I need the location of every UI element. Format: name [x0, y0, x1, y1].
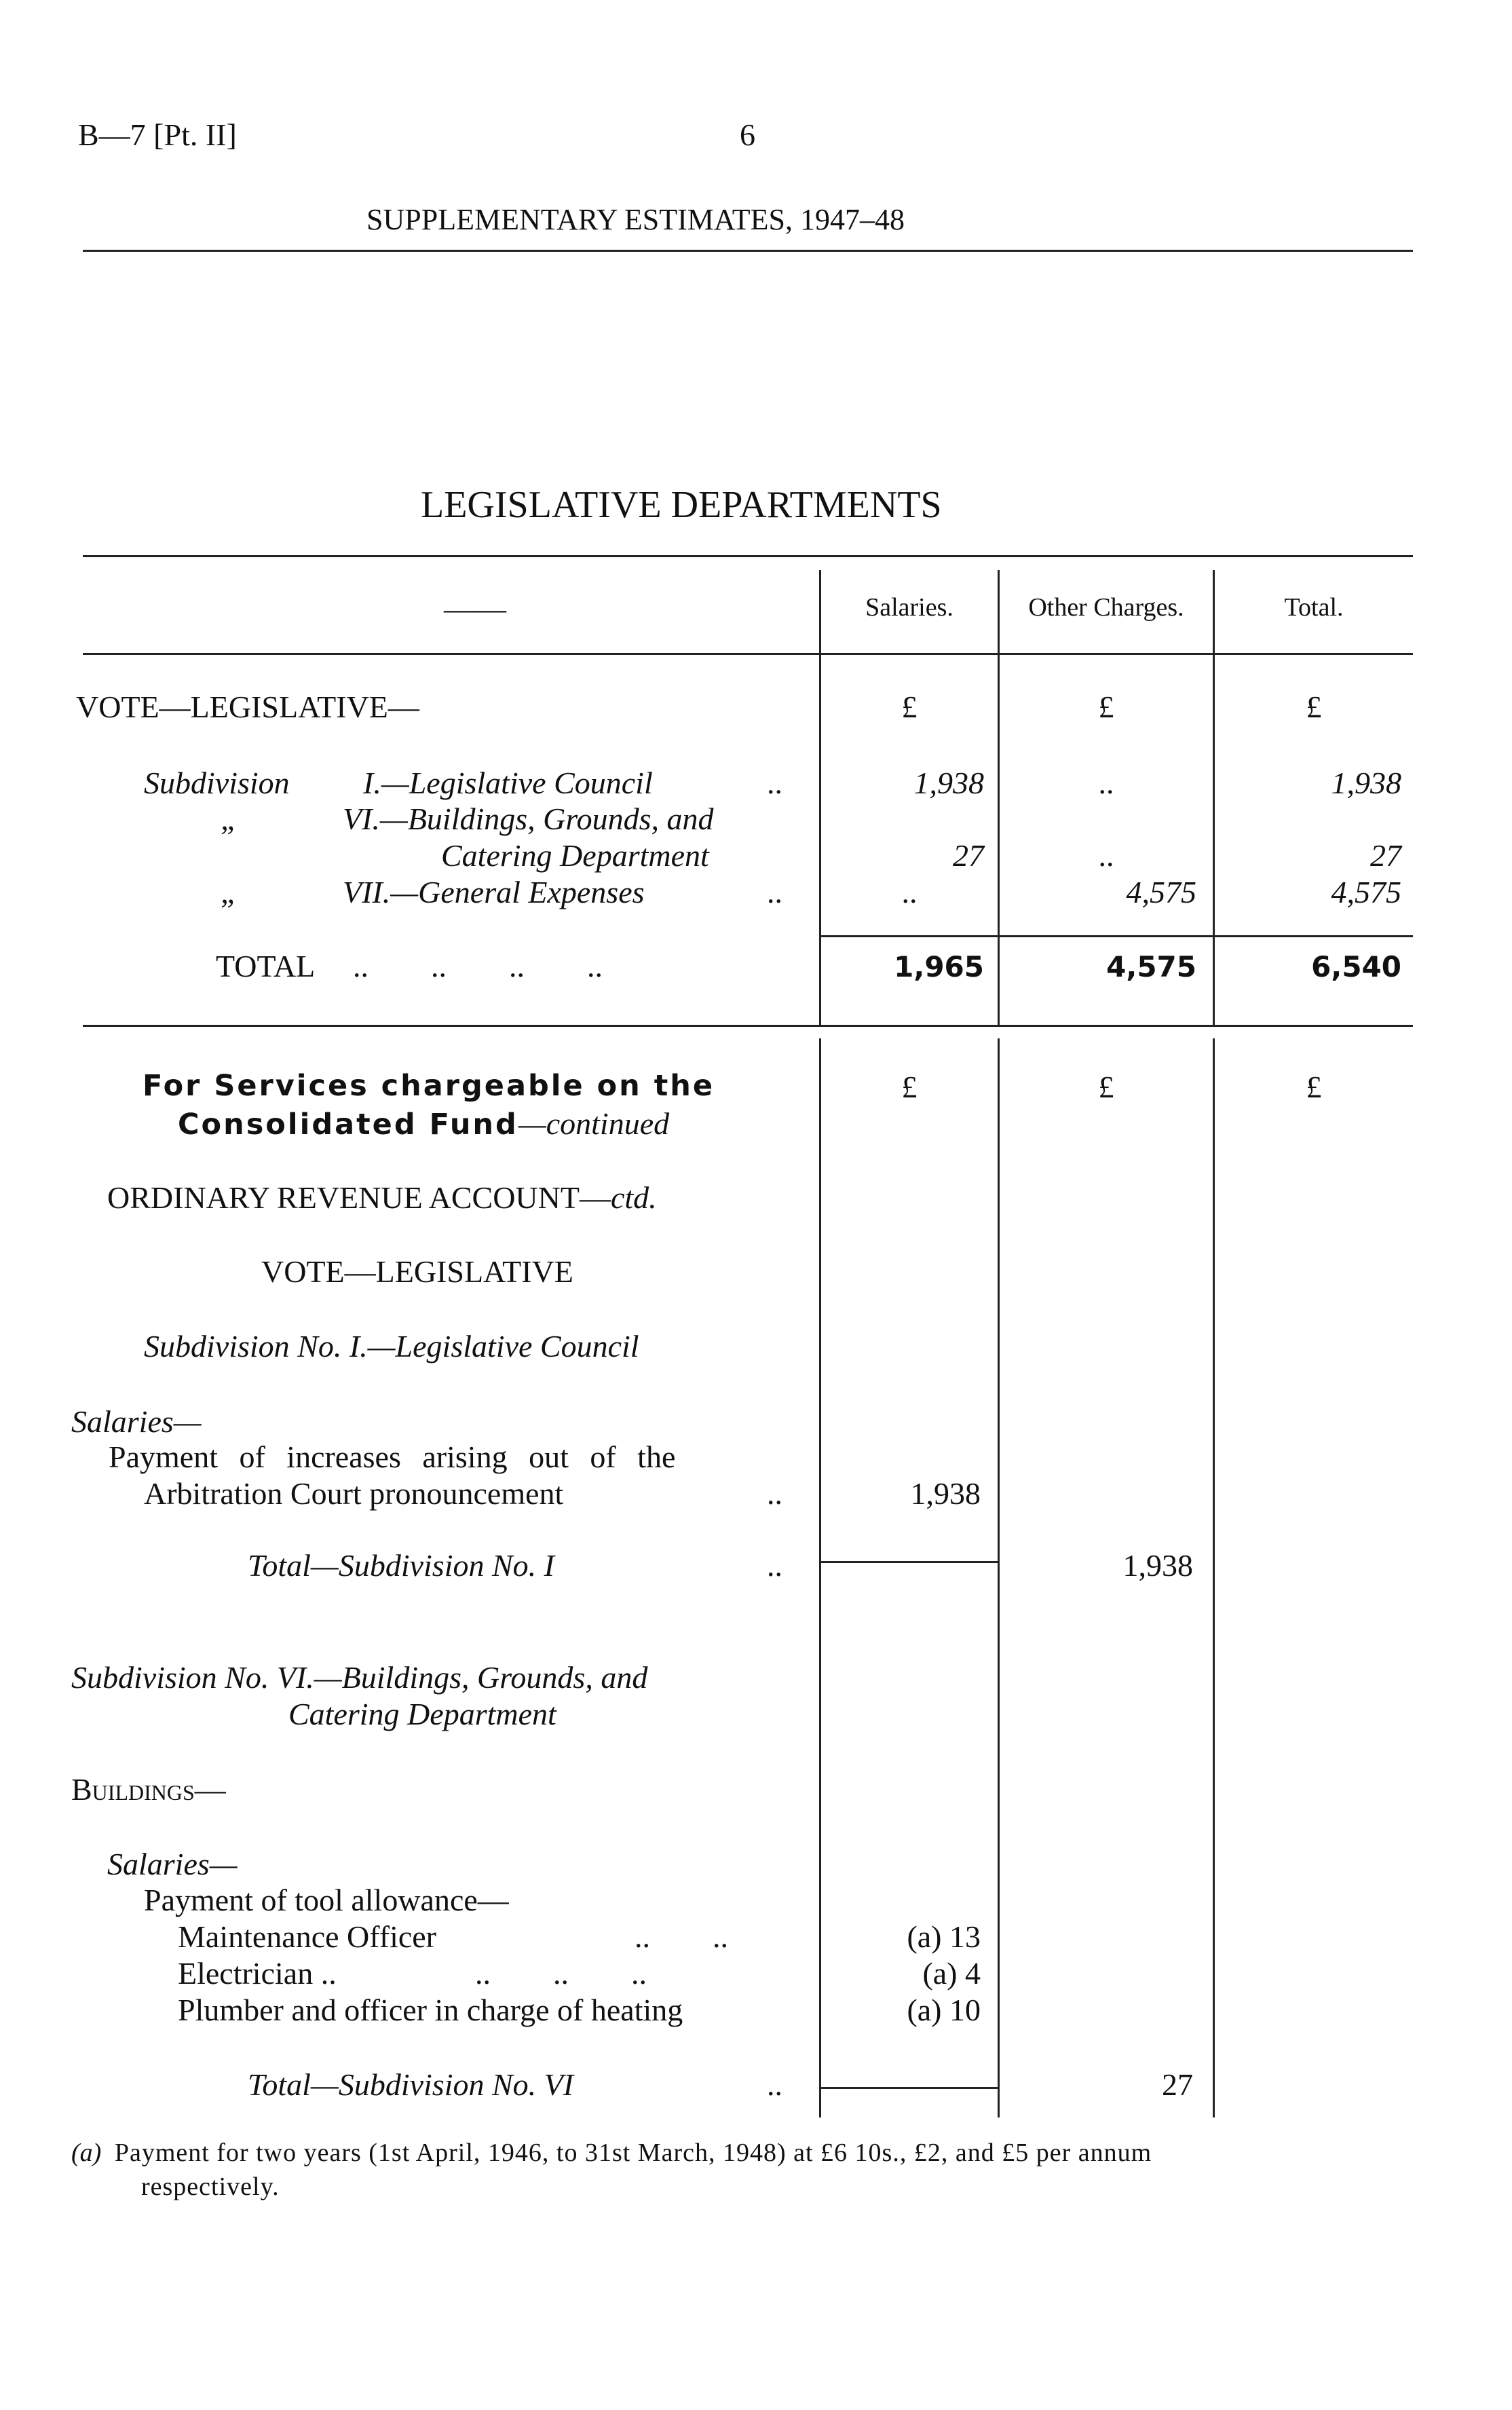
section-title: LEGISLATIVE DEPARTMENTS — [421, 484, 942, 526]
continued-text: —continued — [518, 1106, 670, 1141]
other-charges-value: .. — [1098, 838, 1114, 873]
currency-symbol: £ — [1098, 1070, 1114, 1104]
other-charges-value: 4,575 — [1126, 875, 1196, 909]
leader-dots: .. — [767, 1548, 782, 1583]
row-label: VI.—Buildings, Grounds, and — [343, 802, 714, 836]
currency-symbol: £ — [1306, 690, 1322, 724]
detail-heading-line2 — [178, 1106, 669, 1142]
currency-symbol: £ — [901, 1070, 918, 1104]
subdivision-vi-total-label: Total—Subdivision No. VI — [248, 2067, 574, 2102]
leader-dots: .. — [767, 2067, 782, 2102]
row-label-prefix: „ — [221, 802, 238, 836]
vote-legislative-label: VOTE—LEGISLATIVE— — [76, 690, 419, 724]
salary-item-line1: Payment of increases arising out of the — [109, 1439, 676, 1474]
footnote — [71, 2138, 1152, 2168]
document-reference: B—7 [Pt. II] — [78, 117, 237, 152]
item-value: (a) 13 — [907, 1919, 981, 1954]
leader-dots: .. — [767, 875, 782, 909]
buildings-label: Buildings— — [71, 1772, 226, 1807]
item-value: (a) 4 — [922, 1956, 981, 1991]
subdivision-i-total-label: Total—Subdivision No. I — [248, 1548, 554, 1583]
subdivision-i-total-value: 1,938 — [1122, 1548, 1193, 1583]
subdivision-vi-title-continued: Catering Department — [288, 1697, 556, 1731]
salaries-label: Salaries— — [107, 1847, 238, 1881]
item-value: (a) 10 — [907, 1993, 981, 2027]
subtotal-rule — [821, 1561, 998, 1563]
salaries-value: 27 — [953, 838, 984, 873]
row-label-continued: Catering Department — [441, 838, 709, 873]
salary-item-line2: Arbitration Court pronouncement — [144, 1476, 564, 1511]
leader-dots: .. .. .. .. — [353, 949, 603, 983]
page-number: 6 — [740, 117, 755, 152]
salaries-label: Salaries— — [71, 1404, 202, 1439]
currency-symbol: £ — [901, 690, 918, 724]
summary-table-top-rule — [83, 555, 1413, 557]
total-value: 4,575 — [1331, 875, 1401, 909]
footnote-line1: Payment for two years (1st April, 1946, to 31st March, 1948) at £6 10s., £2, and £5 per annum — [114, 2139, 1152, 2167]
total-row-top-rule — [821, 935, 1413, 937]
row-label-prefix: „ — [221, 875, 238, 909]
row-label: VII.—General Expenses — [343, 875, 645, 909]
other-charges-column-header: Other Charges. — [1028, 593, 1184, 622]
account-title: ORDINARY REVENUE ACCOUNT—ctd. — [107, 1180, 657, 1215]
summary-table-bottom-rule — [83, 1025, 1413, 1027]
leader-dots: .. .. — [635, 1919, 728, 1954]
salaries-value: .. — [901, 875, 918, 909]
header-rule — [83, 250, 1413, 252]
subdivision-vi-title: Subdivision No. VI.—Buildings, Grounds, and — [71, 1660, 648, 1695]
page-title: SUPPLEMENTARY ESTIMATES, 1947–48 — [366, 203, 905, 236]
vote-title: VOTE—LEGISLATIVE — [261, 1254, 573, 1289]
total-column-header: Total. — [1284, 593, 1344, 622]
salaries-value: 1,938 — [913, 766, 984, 800]
salaries-column-header: Salaries. — [865, 593, 953, 622]
leader-dots: .. — [767, 766, 782, 800]
detail-heading-line1: For Services chargeable on the — [143, 1069, 715, 1103]
total-label: TOTAL — [216, 949, 316, 983]
footnote-marker: (a) — [71, 2139, 102, 2167]
total-other-charges: 4,575 — [1106, 950, 1196, 983]
blank-column-header: —— — [444, 591, 506, 626]
total-salaries: 1,965 — [894, 950, 984, 983]
consolidated-fund-text: Consolidated Fund — [178, 1108, 518, 1142]
subdivision-i-title: Subdivision No. I.—Legislative Council — [144, 1329, 639, 1363]
other-charges-value: .. — [1098, 766, 1114, 800]
leader-dots: .. — [767, 1476, 782, 1511]
item-label: Maintenance Officer — [178, 1919, 437, 1954]
row-label-prefix: Subdivision — [144, 766, 290, 800]
grand-total: 6,540 — [1311, 950, 1401, 983]
total-value: 27 — [1370, 838, 1401, 873]
total-value: 1,938 — [1331, 766, 1401, 800]
leader-dots: .. .. .. — [475, 1956, 647, 1991]
item-label: Electrician .. — [178, 1956, 337, 1991]
summary-header-rule — [83, 653, 1413, 655]
tool-allowance-label: Payment of tool allowance— — [144, 1883, 509, 1917]
subtotal-rule — [821, 2087, 998, 2089]
salary-item-value: 1,938 — [910, 1476, 981, 1511]
detail-col-divider-3 — [1213, 1038, 1215, 2117]
subdivision-vi-total-value: 27 — [1162, 2067, 1193, 2102]
currency-symbol: £ — [1098, 690, 1114, 724]
footnote-line2: respectively. — [141, 2172, 280, 2201]
row-label: I.—Legislative Council — [363, 766, 653, 800]
currency-symbol: £ — [1306, 1070, 1322, 1104]
item-label: Plumber and officer in charge of heating — [178, 1993, 683, 2027]
